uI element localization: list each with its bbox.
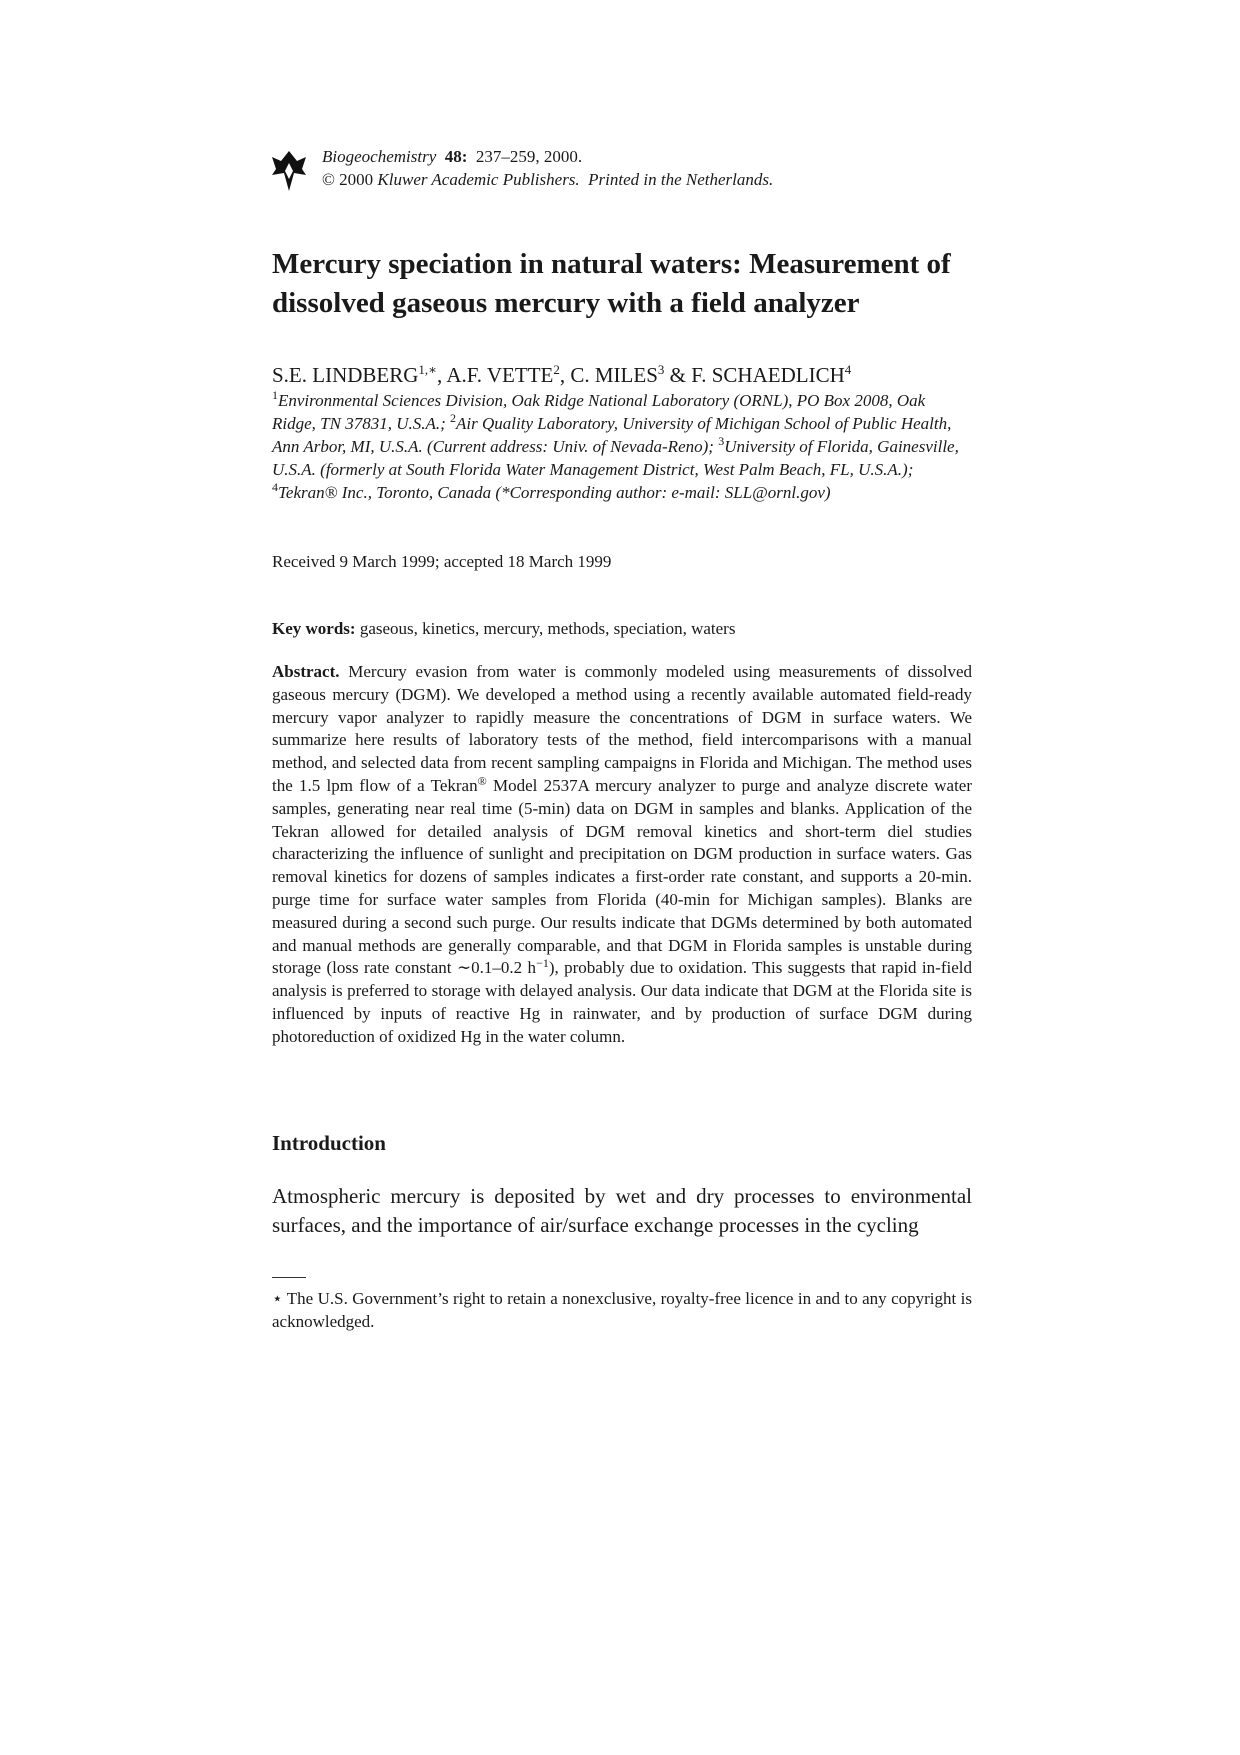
journal-header [272, 145, 972, 195]
author-name: A.F. VETTE [446, 363, 554, 387]
abstract-text: Mercury evasion from water is commonly modeled using measurements of dissolved gaseous mercury (DGM). We developed a method using a recently available automated field-ready mercury vapor analyzer to rapidly measure the concentrations of DGM in surface waters. We summarize here results of laboratory tests of the method, field intercomparisons with a manual method, and selected data from recent sampling campaigns in Florida and Michigan. The method uses the 1.5 lpm flow of a Tekran [272, 662, 972, 795]
journal-pages-year: 237–259, 2000. [475, 147, 583, 166]
author-name: C. MILES [570, 363, 658, 387]
affiliation-text: Environmental Sciences Division, Oak Ridge National Laboratory (ORNL), PO Box 2008, Oak Ridge, TN 37831, U.S.A.; [272, 391, 926, 433]
section-heading-introduction: Introduction [272, 1131, 386, 1155]
journal-volume: 48: [444, 147, 468, 166]
author-list: S.E. $LINDBERG^{1,∗}$, A.F. VETTE$^2$, C. MILES$^3$ & F. SCHAEDLICH$^4$ [272, 362, 852, 387]
publisher-name: Kluwer Academic Publishers. [377, 170, 580, 189]
affiliations [272, 389, 972, 504]
printed-note: Printed in the Netherlands. [588, 170, 774, 189]
affiliation-sup: 2 [450, 411, 457, 425]
keywords-label: Key words: [272, 619, 356, 638]
copyright-symbol: © [322, 170, 335, 189]
keywords-text: gaseous, kinetics, mercury, methods, speciation, waters [359, 619, 736, 638]
received-dates: Received 9 March 1999; accepted 18 March 1999 [272, 552, 612, 571]
affiliation-text: University of Florida, Gainesville, U.S.A. (formerly at South Florida Water Management District, West Palm Beach, FL, U.S.A.); [272, 437, 959, 479]
author-name: S.E. LINDBERG [272, 363, 419, 387]
footnote-rule [272, 1277, 306, 1278]
journal-name: Biogeochemistry [322, 147, 437, 166]
affiliation-sup: 3 [718, 434, 725, 448]
keywords-line [272, 617, 735, 640]
publisher-logo-icon [272, 151, 306, 191]
author-sup: 2 [553, 362, 560, 377]
copyright-year: 2000 [339, 170, 374, 189]
affiliation-text: Tekran® Inc., Toronto, Canada (*Corresponding author: e-mail: SLL@ornl.gov) [278, 483, 831, 502]
affiliation-sup: 4 [272, 480, 278, 494]
abstract-text: ), probably due to oxidation. This suggests that rapid in-field analysis is preferred to storage with delayed analysis. Our data indicate that DGM at the Florida site is influenced by inputs of reactive Hg in rainwater, and by production of surface DGM during photoreduction of oxidized Hg in the water column. [272, 958, 972, 1046]
affiliation-text: Air Quality Laboratory, University of Michigan School of Public Health, Ann Arbor, MI, U.S.A. (Current address: Univ. of Nevada-Reno); [272, 414, 952, 456]
author-sup: 1,∗ [418, 362, 438, 377]
author-sup: 3 [657, 362, 665, 377]
article-title: Mercury speciation in natural waters: Measurement of dissolved gaseous mercury with a field analyzer [272, 248, 951, 319]
footnote: ⋆ The U.S. Government’s right to retain a nonexclusive, royalty-free licence in and to any copyright is acknowledged. [272, 1289, 972, 1331]
introduction-text: Atmospheric mercury is deposited by wet and dry processes to environmental surfaces, and the importance of air/surface exchange processes in the cycling [272, 1184, 972, 1237]
abstract-text: Model 2537A mercury analyzer to purge and analyze discrete water samples, generating near real time (5-min) data on DGM in samples and blanks. Application of the Tekran allowed for detailed analysis of DGM removal kinetics and short-term diel studies characterizing the influence of sunlight and precipitation on DGM production in surface waters. Gas removal kinetics for dozens of samples indicates a first-order rate constant, and supports a 20-min. purge time for surface water samples from Florida (40-min for Michigan samples). Blanks are measured during a second such purge. Our results indicate that DGMs determined by both automated and manual methods are generally comparable, and that DGM in Florida samples is unstable during storage (loss rate constant ∼0.1–0.2 h [272, 775, 973, 978]
abstract-label: Abstract. [272, 662, 340, 681]
affiliation-sup: 1 [272, 388, 278, 402]
author-sup: 4 [844, 362, 852, 377]
registered-mark: ® [477, 773, 487, 788]
author-name: F. SCHAEDLICH [691, 363, 845, 387]
exponent: −1 [536, 956, 549, 971]
journal-citation [322, 145, 773, 191]
abstract [272, 661, 972, 1049]
